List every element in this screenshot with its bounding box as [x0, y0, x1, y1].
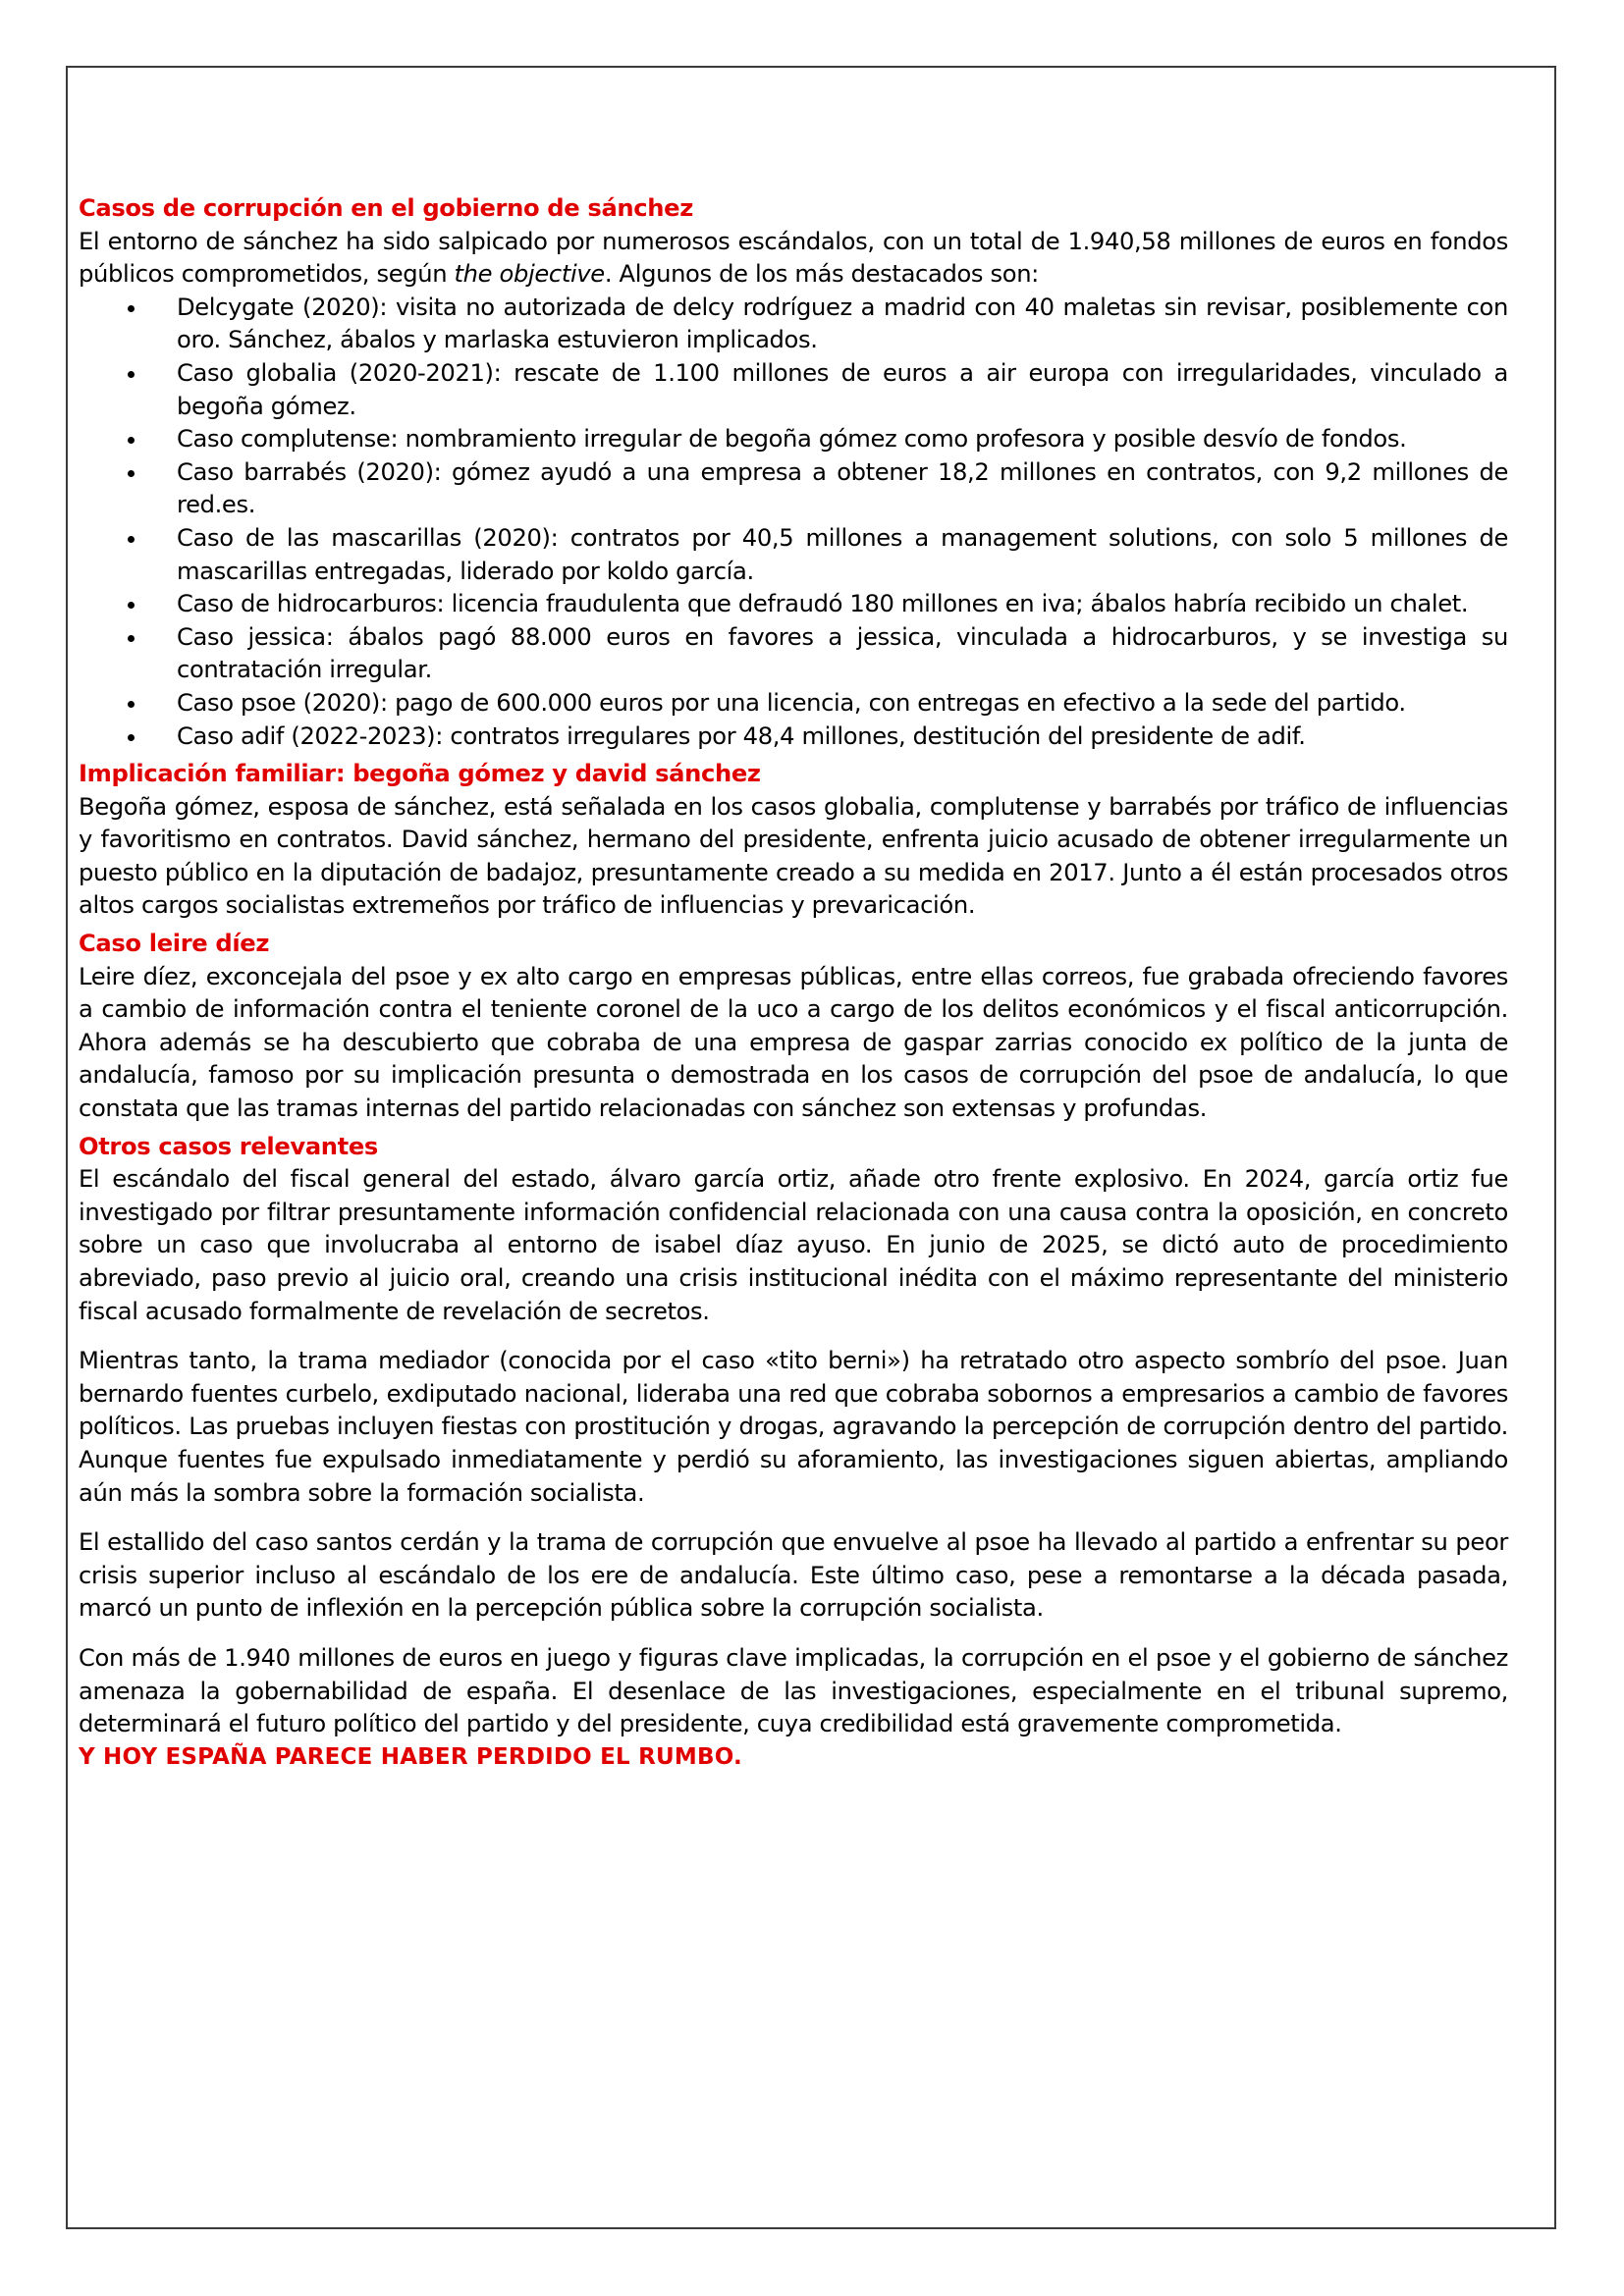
section-heading-other-cases: Otros casos relevantes: [79, 1132, 378, 1160]
intro-text-before: El entorno de sánchez ha sido salpicado por numerosos escándalos, con un total de 1.940,58 millones de euros en fondos públicos comprometidos, según: [79, 227, 1508, 289]
section-heading-family: Implicación familiar: begoña gómez y david sánchez: [79, 760, 761, 788]
family-paragraph: Begoña gómez, esposa de sánchez, está señalada en los casos globalia, complutense y barrabés por tráfico de influencias y favoritismo en contratos. David sánchez, hermano del presidente, enfrenta juicio acusado de obtener irregularmente un puesto público en la diputación de badajoz, presuntamente creado a su medida en 2017. Junto a él están procesados otros altos cargos socialistas extremeños por tráfico de influencias y prevaricación.: [79, 792, 1508, 920]
bullet-icon: [128, 305, 135, 312]
section-heading-corruption-cases: Casos de corrupción en el gobierno de sánchez: [79, 194, 693, 222]
santos-cerdan-paragraph: El estallido del caso santos cerdán y la trama de corrupción que envuelve al psoe ha llevado al partido a enfrentar su peor crisis superior incluso al escándalo de los ere de andalucía. Este último caso, pese a remontarse a la década pasada, marcó un punto de inflexión en la percepción pública sobre la corrupción socialista.: [79, 1528, 1508, 1623]
bullet-icon: [128, 470, 135, 477]
bullet-icon: [128, 437, 135, 444]
bullet-icon: [128, 734, 135, 741]
fiscal-general-paragraph: El escándalo del fiscal general del estado, álvaro garcía ortiz, añade otro frente explosivo. En 2024, garcía ortiz fue investigado por filtrar presuntamente información confidencial relacionada con una causa contra la oposición, en concreto sobre un caso que involucraba al entorno de isabel díaz ayuso. En junio de 2025, se dictó auto de procedimiento abreviado, paso previo al juicio oral, creando una crisis institucional inédita con el máximo representante del ministerio fiscal acusado formalmente de revelación de secretos.: [79, 1165, 1508, 1325]
list-item: Caso barrabés (2020): gómez ayudó a una empresa a obtener 18,2 millones en contratos, con 9,2 millones de red.es.: [79, 456, 1508, 522]
bullet-icon: [128, 602, 135, 609]
bullet-icon: [128, 371, 135, 378]
list-item: Caso de las mascarillas (2020): contratos por 40,5 millones a management solutions, con solo 5 millones de mascarillas entregadas, liderado por koldo garcía.: [79, 522, 1508, 588]
leire-diez-paragraph: Leire díez, exconcejala del psoe y ex alto cargo en empresas públicas, entre ellas correos, fue grabada ofreciendo favores a cambio de información contra el teniente coronel de la uco a cargo de los delitos económicos y el fiscal anticorrupción. Ahora además se ha descubierto que cobraba de una empresa de gaspar zarrias conocido ex político de la junta de andalucía, famoso por su implicación presunta o demostrada en los casos de corrupción del psoe de andalucía, lo que constata que las tramas internas del partido relacionadas con sánchez son extensas y profundas.: [79, 962, 1508, 1123]
document-body: [79, 192, 1508, 1774]
section-heading-leire-diez: Caso leire díez: [79, 930, 270, 958]
list-item: Caso jessica: ábalos pagó 88.000 euros en favores a jessica, vinculada a hidrocarburos, y se investiga su contratación irregular.: [79, 621, 1508, 687]
list-item: Caso complutense: nombramiento irregular de begoña gómez como profesora y posible desvío de fondos.: [79, 423, 1508, 456]
bullet-icon: [128, 536, 135, 543]
mediador-paragraph: Mientras tanto, la trama mediador (conocida por el caso «tito berni») ha retratado otro aspecto sombrío del psoe. Juan bernardo fuentes curbelo, exdiputado nacional, lideraba una red que cobraba sobornos a empresarios a cambio de favores políticos. Las pruebas incluyen fiestas con prostitución y drogas, agravando la percepción de corrupción dentro del partido. Aunque fuentes fue expulsado inmediatamente y perdió su aforamiento, las investigaciones siguen abiertas, ampliando aún más la sombra sobre la formación socialista.: [79, 1347, 1508, 1507]
list-item: Delcygate (2020): visita no autorizada de delcy rodríguez a madrid con 40 maletas sin revisar, posiblemente con oro. Sánchez, ábalos y marlaska estuvieron implicados.: [79, 292, 1508, 357]
bullet-icon: [128, 635, 135, 642]
case-list: [79, 292, 1508, 753]
intro-paragraph: [79, 226, 1508, 292]
list-item: Caso adif (2022-2023): contratos irregulares por 48,4 millones, destitución del presidente de adif.: [79, 721, 1508, 754]
list-item: Caso psoe (2020): pago de 600.000 euros por una licencia, con entregas en efectivo a la sede del partido.: [79, 687, 1508, 721]
list-item: Caso de hidrocarburos: licencia fraudulenta que defraudó 180 millones en iva; ábalos habría recibido un chalet.: [79, 588, 1508, 621]
source-name: the objective: [454, 260, 605, 289]
closing-statement: Y HOY ESPAÑA PARECE HABER PERDIDO EL RUMBO.: [79, 1743, 742, 1770]
conclusion-paragraph: Con más de 1.940 millones de euros en juego y figuras clave implicadas, la corrupción en el psoe y el gobierno de sánchez amenaza la gobernabilidad de españa. El desenlace de las investigaciones, especialmente en el tribunal supremo, determinará el futuro político del partido y del presidente, cuya credibilidad está gravemente comprometida.: [79, 1643, 1508, 1738]
intro-text-after: . Algunos de los más destacados son:: [604, 260, 1039, 289]
list-item: Caso globalia (2020-2021): rescate de 1.100 millones de euros a air europa con irregularidades, vinculado a begoña gómez.: [79, 357, 1508, 423]
bullet-icon: [128, 701, 135, 708]
